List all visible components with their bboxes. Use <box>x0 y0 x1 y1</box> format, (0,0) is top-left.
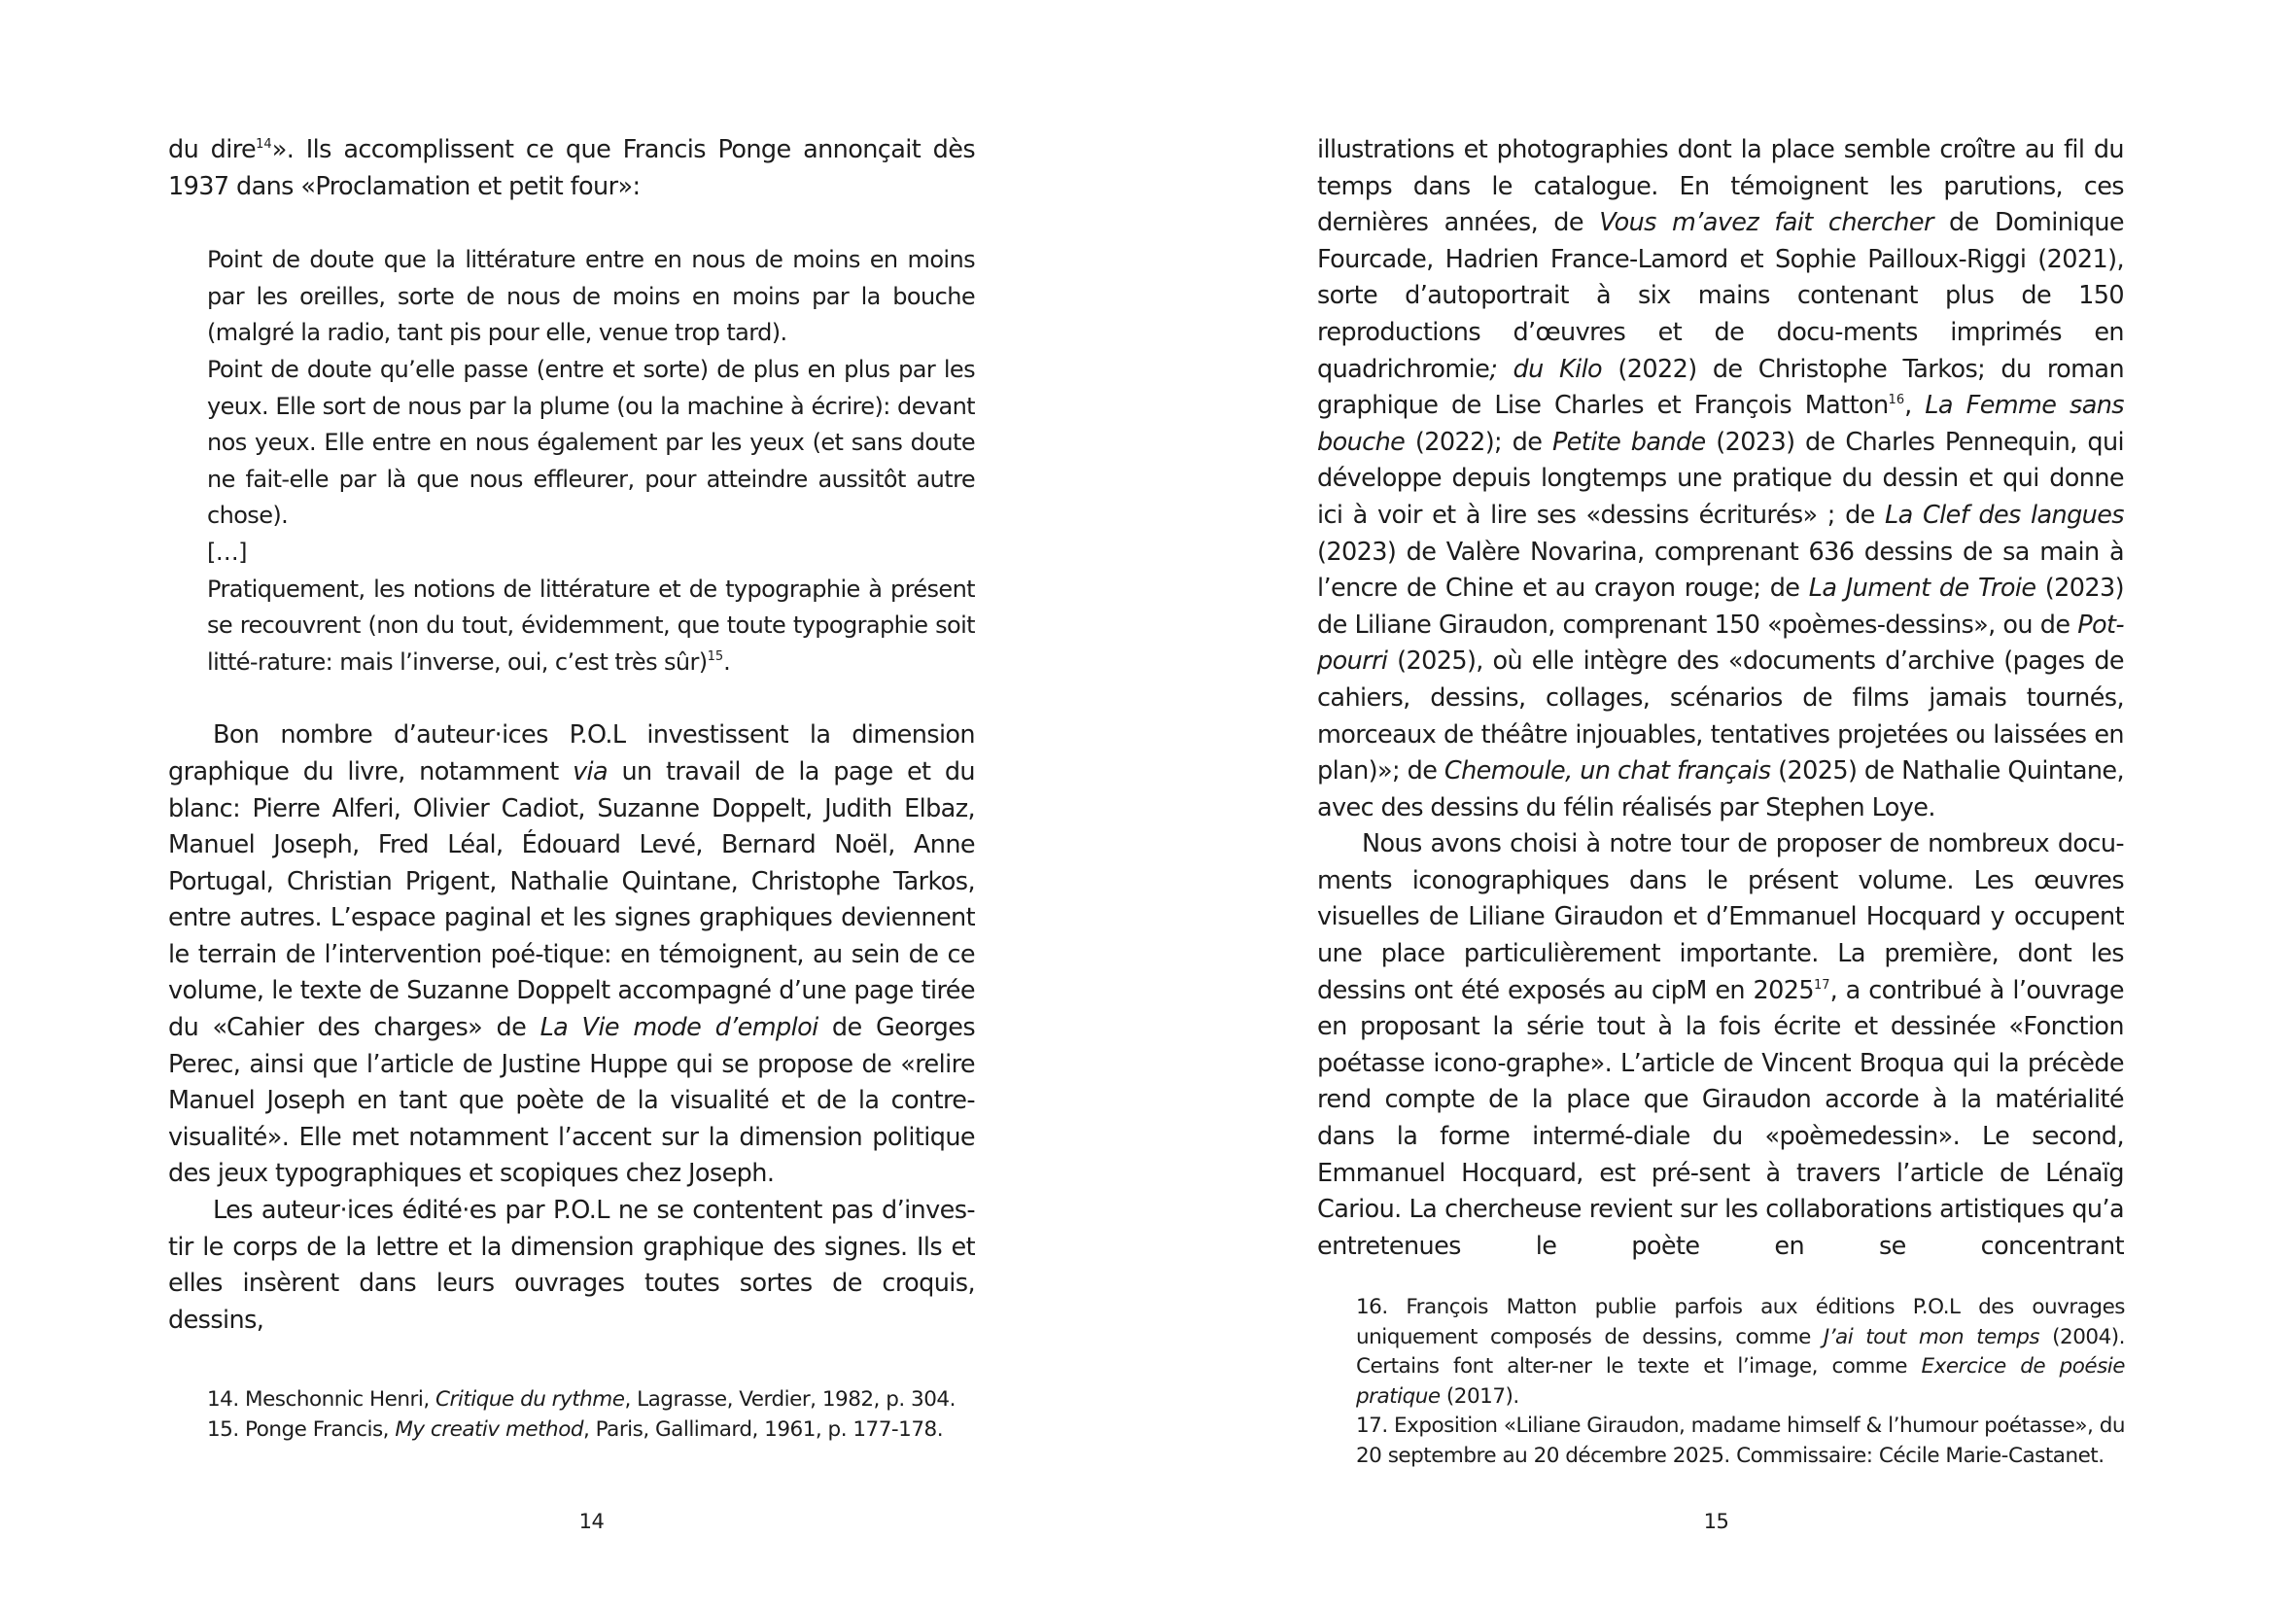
text-run: (2023) de Charles Pennequin, qui développe depuis longtemps une pratique du dessin et qui donne ici à voir et à lire ses «dessins écriturés» ; de <box>1317 427 2124 530</box>
footnote-16 <box>1356 1293 2125 1412</box>
block-quote <box>207 242 975 681</box>
text-run: du dire <box>168 135 257 164</box>
book-title: Critique du rythme <box>435 1387 625 1412</box>
text-run: 17. Exposition «Liliane Giraudon, madame himself & l’humour poétasse», du 20 septembre au 20 décembre 2025. Commissaire: Cécile Marie-Castanet. <box>1356 1414 2125 1468</box>
book-title: ; du Kilo <box>1489 354 1603 384</box>
footnote-ref-17[interactable]: 17 <box>1814 977 1830 993</box>
book-title: Exercice de poésie pratique <box>1356 1354 2125 1409</box>
book-title: J’ai tout mon temps <box>1823 1324 2040 1349</box>
text-run: , Lagrasse, Verdier, 1982, p. 304. <box>624 1387 956 1412</box>
text-run: (2025), où elle intègre des «documents d’archive (pages de cahiers, dessins, collages, scénarios de films jamais tournés, morceaux de théâtre injouables, tentatives projetées ou laissées en plan)»; de <box>1317 646 2124 786</box>
book-title: My creativ method <box>395 1416 583 1442</box>
text-run: (2025) de Nathalie Quintane, avec des dessins du félin réalisés par Stephen Loye. <box>1317 756 2125 822</box>
book-title: La Clef des langues <box>1885 500 2124 530</box>
quote-paragraph: Point de doute que la littérature entre en nous de moins en moins par les oreilles, sorte de nous de moins en moins par la bouche (malgré la radio, tant pis pour elle, venue trop tard). <box>207 246 975 347</box>
text-run: illustrations et photographies dont la place semble croître au fil du temps dans le catalogue. En témoignent les parutions, ces dernières années, de <box>1317 135 2124 238</box>
book-title: Chemoule, un chat français <box>1444 756 1771 786</box>
right-body-text <box>1317 132 2124 1265</box>
book-title: La Vie mode d’emploi <box>539 1013 818 1043</box>
footnotes <box>1356 1293 2125 1471</box>
quote-paragraph <box>207 572 975 681</box>
body-paragraph <box>168 717 975 1193</box>
text-run: (2004). Certains font alter-ner le texte et l’image, comme <box>1356 1324 2125 1379</box>
quote-ellipsis: […] <box>207 538 247 566</box>
body-paragraph <box>1317 132 2124 826</box>
text-run: (2023) de Liliane Giraudon, comprenant 150 «poèmes-dessins», ou de <box>1317 574 2124 640</box>
text-run: , <box>1904 391 1926 421</box>
text-run: ». Ils accomplissent ce que Francis Ponge annonçait dès 1937 dans «Proclamation et petit four»: <box>168 135 975 201</box>
text-run: (2023) de Valère Novarina, comprenant 636 dessins de sa main à l’encre de Chine et au crayon rouge; de <box>1317 537 2124 604</box>
body-paragraph <box>1317 826 2124 1265</box>
text-run: de Dominique Fourcade, Hadrien France-Lamord et Sophie Pailloux-Riggi (2021), sorte d’autoportrait à six mains contenant plus de 150 reproductions d’œuvres et de docu-ments imprimés en quadrichromie <box>1317 208 2124 384</box>
book-title: La Femme sans bouche <box>1317 391 2124 457</box>
text-run: , a contribué à l’ouvrage en proposant la série tout à la fois écrite et dessinée «Fonction poétasse icono-graphe». L’article de Vincent Broqua qui la précède rend compte de la place que Giraudon accorde à la matérialité dans la forme intermé-diale du «poèmedessin». Le second, Emmanuel Hocquard, est pré-sent à travers l’article de Lénaïg Cariou. La chercheuse revient sur les collaborations artistiques qu’a entretenues le poète en se concentrant <box>1317 975 2124 1261</box>
book-title: Pot-pourri <box>1317 610 2124 677</box>
opening-paragraph <box>168 132 975 205</box>
left-body-text <box>168 132 975 1339</box>
footnote-15 <box>207 1415 985 1446</box>
body-paragraph: Les auteur·ices édité·es par P.O.L ne se contentent pas d’inves-tir le corps de la lettre et la dimension graphique des signes. Ils et elles insèrent dans leurs ouvrages toutes sortes de croquis, dessins, <box>168 1196 975 1335</box>
italic-term: via <box>573 756 609 786</box>
text-run: , Paris, Gallimard, 1961, p. 177-178. <box>583 1416 944 1442</box>
text-run: (2022) de Christophe Tarkos; du roman graphique de Lise Charles et François Matton <box>1317 354 2125 421</box>
book-title: Vous m’avez fait chercher <box>1599 208 1933 238</box>
text-run: Nous avons choisi à notre tour de proposer de nombreux docu-ments iconographiques dans le présent volume. Les œuvres visuelles de Liliane Giraudon et d’Emmanuel Hocquard y occupent une place particulièrement importante. La première, dont les dessins ont été exposés au cipM en 2025 <box>1317 829 2124 1005</box>
footnote-ref-14[interactable]: 14 <box>256 137 272 152</box>
footnote-ref-15[interactable]: 15 <box>707 648 724 664</box>
text-run: (2022); de <box>1405 427 1552 457</box>
footnotes <box>207 1385 985 1445</box>
book-title: La Jument de Troie <box>1808 574 2036 604</box>
quote-paragraph: Point de doute qu’elle passe (entre et sorte) de plus en plus par les yeux. Elle sort de nous par la plume (ou la machine à écrire): devant nos yeux. Elle entre en nous également par les yeux (et sans doute ne fait-elle par là que nous effleurer, pour atteindre aussitôt autre chose). <box>207 355 975 530</box>
text-run: de Georges Perec, ainsi que l’article de Justine Huppe qui se propose de «relire Manuel Joseph en tant que poète de la visualité et de la contre-visualité». Elle met notamment l’accent sur la dimension politique des jeux typographiques et scopiques chez Joseph. <box>168 1013 976 1189</box>
text-run: Pratiquement, les notions de littérature et de typographie à présent se recouvrent (non du tout, évidemment, que toute typographie soit litté-rature: mais l’inverse, oui, c’est très sûr) <box>207 575 975 676</box>
page-number: 14 <box>578 1510 605 1533</box>
text-run: 16. François Matton publie parfois aux éditions P.O.L des ouvrages uniquement composés de dessins, comme <box>1356 1295 2125 1349</box>
book-title: Petite bande <box>1551 427 1706 457</box>
text-run: un travail de la page et du blanc: Pierre Alferi, Olivier Cadiot, Suzanne Doppelt, Judith Elbaz, Manuel Joseph, Fred Léal, Édouard Levé, Bernard Noël, Anne Portugal, Christian Prigent, Nathalie Quintane, Christophe Tarkos, entre autres. L’espace paginal et les signes graphiques deviennent le terrain de l’intervention poé-tique: en témoignent, au sein de ce volume, le texte de Suzanne Doppelt accompagné d’une page tirée du «Cahier des charges» de <box>168 756 975 1043</box>
page-number: 15 <box>1703 1510 1729 1533</box>
footnote-ref-16[interactable]: 16 <box>1888 393 1905 408</box>
text-run: 15. Ponge Francis, <box>207 1416 396 1442</box>
footnote-14 <box>207 1385 985 1415</box>
footnote-17 <box>1356 1412 2125 1471</box>
text-run: Bon nombre d’auteur·ices P.O.L investissent la dimension graphique du livre, notamment <box>168 720 975 786</box>
right-page <box>1148 0 2296 1607</box>
text-run: 14. Meschonnic Henri, <box>207 1387 435 1412</box>
text-run: (2017). <box>1440 1383 1519 1409</box>
text-run: . <box>723 647 731 676</box>
